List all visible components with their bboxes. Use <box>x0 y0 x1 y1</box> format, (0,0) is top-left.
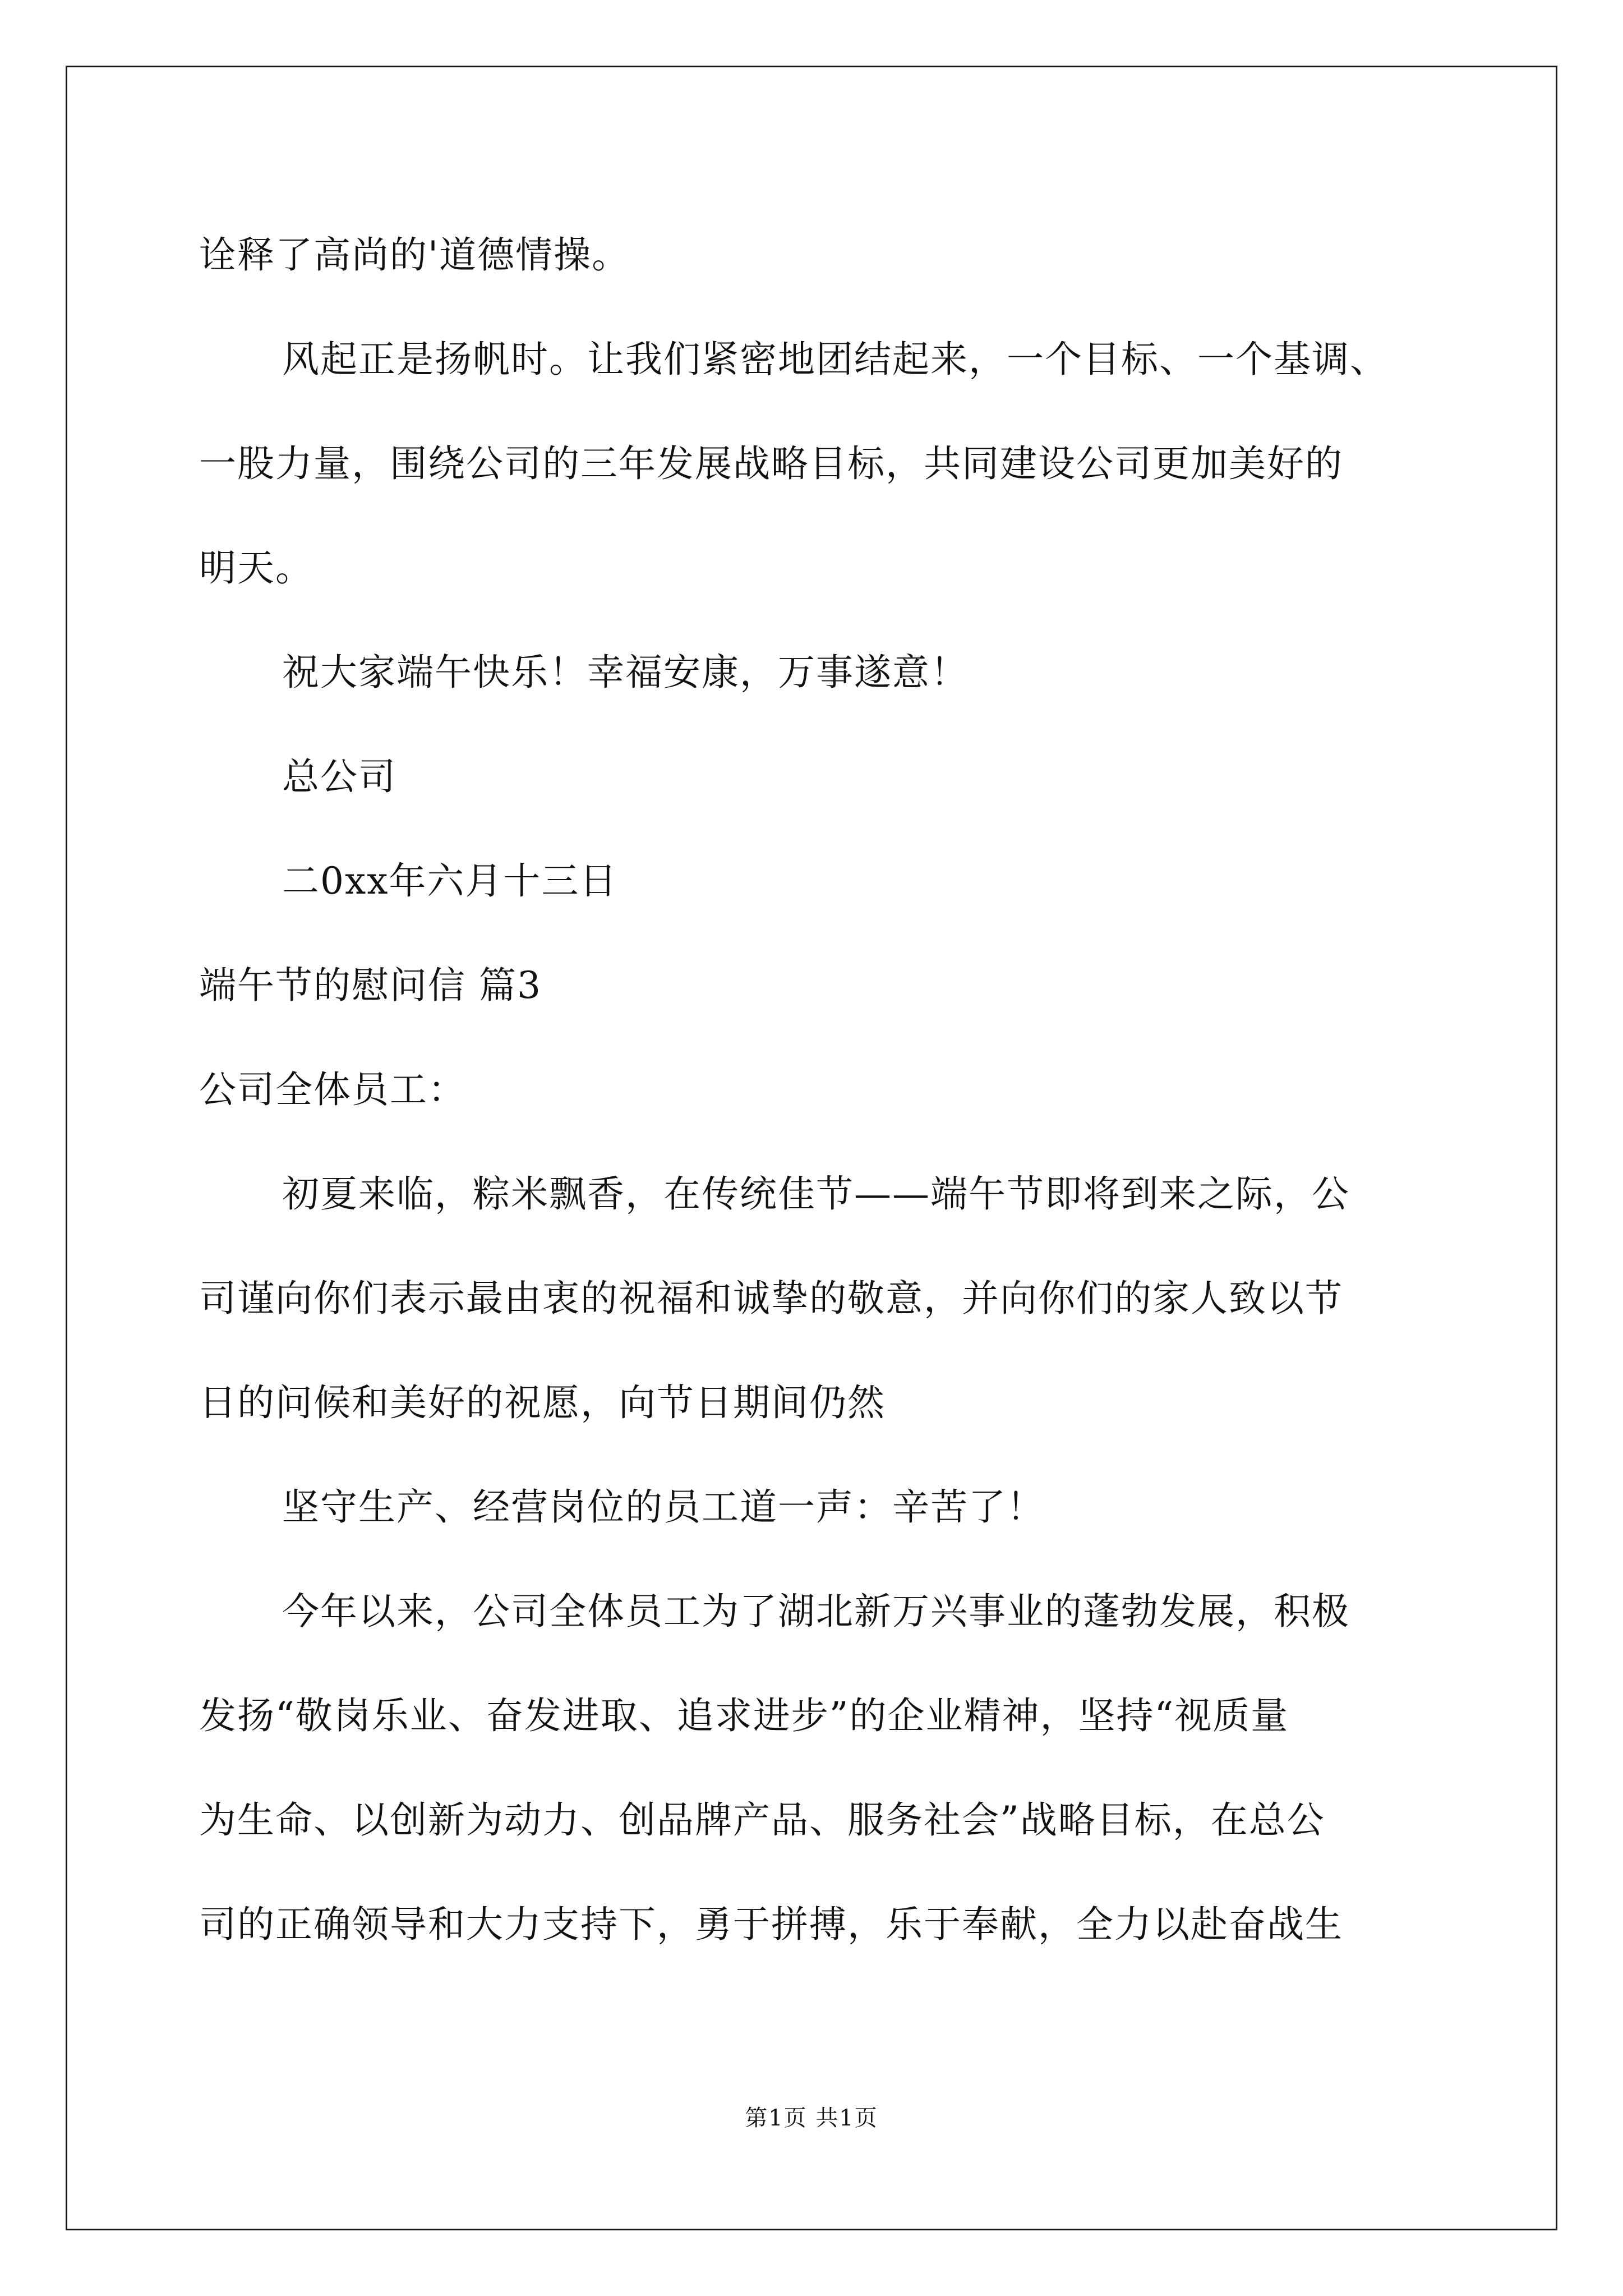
text-line: 明天。 <box>199 546 313 590</box>
section-heading: 端午节的慰问信 篇3 <box>199 964 542 1007</box>
text-line: 风起正是扬帆时。让我们紧密地团结起来，一个目标、一个基调、 <box>282 338 1388 381</box>
text-line: 发扬“敬岗乐业、奋发进取、追求进步”的企业精神，坚持“视质量 <box>199 1694 1289 1737</box>
text-line: 司谨向你们表示最由衷的祝福和诚挚的敬意，并向你们的家人致以节 <box>199 1277 1343 1320</box>
page-footer: 第1页 共1页 <box>745 2105 878 2131</box>
text-line: 为生命、以创新为动力、创品牌产品、服务社会”战略目标，在总公 <box>199 1798 1325 1842</box>
text-line: 坚守生产、经营岗位的员工道一声：辛苦了！ <box>282 1485 1045 1529</box>
text-line: 诠释了高尚的'道德情操。 <box>199 233 630 277</box>
salutation: 公司全体员工： <box>199 1068 466 1111</box>
text-line: 司的正确领导和大力支持下，勇于拼搏，乐于奉献，全力以赴奋战生 <box>199 1903 1343 1946</box>
text-line: 一股力量，围绕公司的三年发展战略目标，共同建设公司更加美好的 <box>199 442 1343 485</box>
text-line: 今年以来，公司全体员工为了湖北新万兴事业的蓬勃发展，积极 <box>282 1590 1350 1633</box>
text-line: 初夏来临，粽米飘香，在传统佳节——端午节即将到来之际，公 <box>282 1172 1350 1216</box>
text-line: 祝大家端午快乐！幸福安康，万事遂意！ <box>282 651 969 694</box>
text-line: 日的问候和美好的祝愿，向节日期间仍然 <box>199 1381 886 1424</box>
date-line: 二0xx年六月十三日 <box>282 859 618 903</box>
signature-line: 总公司 <box>282 755 396 798</box>
